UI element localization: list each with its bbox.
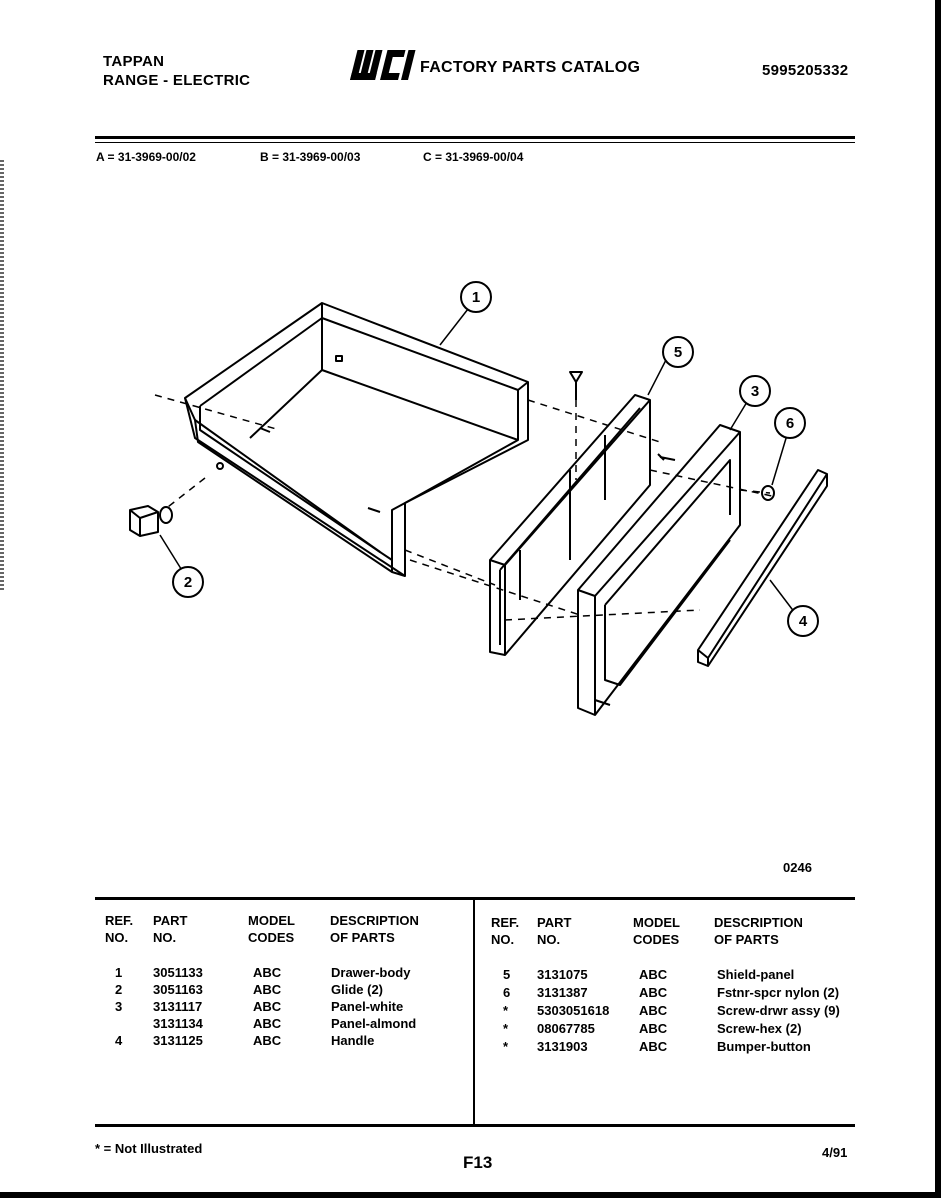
callout-5: 5 (673, 344, 683, 361)
header-description: DESCRIPTION OF PARTS (330, 913, 419, 945)
header-ref-no: REF. NO. (105, 913, 134, 945)
model-codes: ABC (253, 999, 282, 1014)
ref-no: * (503, 1021, 509, 1036)
header-rule (95, 136, 855, 139)
header-ref-no-right: REF. NO. (491, 915, 520, 947)
product-name: RANGE - ELECTRIC (103, 72, 251, 89)
description: Screw-hex (2) (717, 1021, 802, 1036)
model-b: B = 31-3969-00/03 (260, 150, 361, 164)
model-codes: ABC (253, 965, 282, 980)
hex-screw-drawing (658, 454, 675, 460)
part-no: 08067785 (537, 1021, 595, 1036)
callout-4: 4 (798, 613, 808, 630)
model-codes: ABC (253, 982, 282, 997)
ref-no: 3 (115, 999, 123, 1014)
callout-2: 2 (183, 574, 193, 591)
description: Panel-white (331, 999, 404, 1014)
model-codes: ABC (639, 1021, 668, 1036)
brand-name: TAPPAN (103, 53, 165, 70)
part-no: 3131117 (153, 999, 203, 1014)
parts-table (95, 897, 855, 1127)
model-codes: ABC (253, 1016, 282, 1031)
part-no: 3131134 (153, 1016, 203, 1031)
ref-no: * (503, 1039, 509, 1054)
diagram-number: 0246 (783, 860, 812, 875)
table-divider (473, 900, 475, 1124)
model-codes: ABC (639, 967, 668, 982)
description: Screw-drwr assy (9) (717, 1003, 840, 1018)
header-description-right: DESCRIPTION OF PARTS (714, 915, 803, 947)
ref-no: 6 (503, 985, 511, 1000)
callout-3: 3 (750, 383, 760, 400)
ref-no: * (503, 1003, 509, 1018)
drawer-body-drawing (185, 303, 528, 576)
part-no: 3051133 (153, 965, 203, 980)
description: Shield-panel (717, 967, 795, 982)
header-part-no-right: PART NO. (537, 915, 572, 947)
header-rule-thin (95, 142, 855, 143)
screw-drawing (570, 372, 582, 400)
part-no: 5303051618 (537, 1003, 610, 1018)
callout-6: 6 (785, 415, 795, 432)
catalog-number: 5995205332 (762, 62, 849, 79)
description: Glide (2) (331, 982, 384, 997)
part-no: 3131903 (537, 1039, 588, 1054)
model-a: A = 31-3969-00/02 (96, 150, 196, 164)
wci-logo (348, 48, 418, 82)
header-part-no: PART NO. (153, 913, 188, 945)
model-codes: ABC (253, 1033, 282, 1048)
ref-no: 2 (115, 982, 123, 997)
scan-edge-artifact (0, 160, 4, 590)
brand-block (103, 52, 250, 90)
exploded-parts-diagram (100, 260, 840, 740)
part-no: 3131387 (537, 985, 588, 1000)
ref-no: 5 (503, 967, 511, 982)
part-no: 3051163 (153, 982, 203, 997)
part-no: 3131125 (153, 1033, 203, 1048)
model-codes: ABC (639, 1003, 668, 1018)
model-codes: ABC (639, 985, 668, 1000)
callout-1: 1 (471, 289, 481, 306)
header-model-codes: MODEL CODES (248, 913, 295, 945)
model-c: C = 31-3969-00/04 (423, 150, 524, 164)
part-no: 3131075 (537, 967, 588, 982)
catalog-title: FACTORY PARTS CATALOG (420, 59, 641, 76)
page-number: F13 (463, 1153, 493, 1172)
print-date: 4/91 (822, 1145, 848, 1160)
footnote: * = Not Illustrated (95, 1141, 203, 1156)
description: Handle (331, 1033, 375, 1048)
description: Bumper-button (717, 1039, 811, 1054)
header-model-codes-right: MODEL CODES (633, 915, 680, 947)
glide-drawing (130, 506, 172, 536)
description: Drawer-body (331, 965, 411, 980)
ref-no: 1 (115, 965, 123, 980)
description: Fstnr-spcr nylon (2) (717, 985, 840, 1000)
description: Panel-almond (331, 1016, 417, 1031)
model-codes: ABC (639, 1039, 668, 1054)
ref-no: 4 (115, 1033, 123, 1048)
